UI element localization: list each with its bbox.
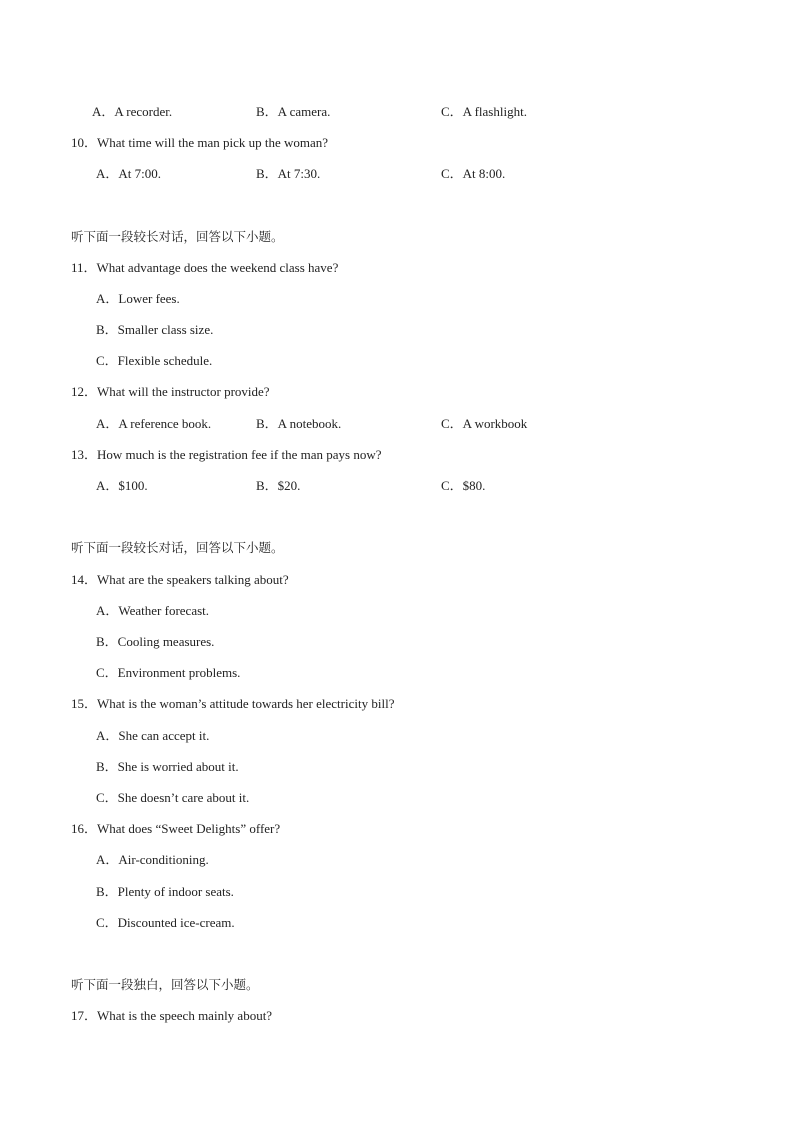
q16-question: 16．What does “Sweet Delights” offer? xyxy=(71,821,281,836)
q10-option-b: B．At 7:30. xyxy=(256,166,321,181)
q13-option-c: C．$80. xyxy=(441,478,486,493)
q16-option-a: A．Air-conditioning. xyxy=(96,852,209,867)
section-instruction: 听下面一段较长对话，回答以下小题。 xyxy=(71,229,284,244)
q17-question: 17．What is the speech mainly about? xyxy=(71,1008,273,1023)
q9-option-b: B．A camera. xyxy=(256,104,331,119)
q11-option-c: C．Flexible schedule. xyxy=(96,353,213,368)
q10-option-a: A．At 7:00. xyxy=(96,166,162,181)
q13-option-b: B．$20. xyxy=(256,478,301,493)
q15-question: 15．What is the woman’s attitude towards her electricity bill? xyxy=(71,696,395,711)
q14-question: 14．What are the speakers talking about? xyxy=(71,572,289,587)
q14-option-a: A．Weather forecast. xyxy=(96,603,210,618)
q10-option-c: C．At 8:00. xyxy=(441,166,506,181)
section-instruction: 听下面一段较长对话，回答以下小题。 xyxy=(71,540,284,555)
q15-option-c: C．She doesn’t care about it. xyxy=(96,790,250,805)
section-instruction: 听下面一段独白，回答以下小题。 xyxy=(71,977,259,992)
q14-option-c: C．Environment problems. xyxy=(96,665,241,680)
q14-option-b: B．Cooling measures. xyxy=(96,634,215,649)
q11-option-b: B．Smaller class size. xyxy=(96,322,214,337)
q13-option-a: A．$100. xyxy=(96,478,148,493)
q12-question: 12．What will the instructor provide? xyxy=(71,384,270,399)
q9-option-c: C．A flashlight. xyxy=(441,104,527,119)
q12-option-a: A．A reference book. xyxy=(96,416,212,431)
q16-option-c: C．Discounted ice-cream. xyxy=(96,915,235,930)
q16-option-b: B．Plenty of indoor seats. xyxy=(96,884,234,899)
q11-question: 11．What advantage does the weekend class have? xyxy=(71,260,339,275)
q13-question: 13．How much is the registration fee if the man pays now? xyxy=(71,447,382,462)
q12-option-b: B．A notebook. xyxy=(256,416,342,431)
q15-option-a: A．She can accept it. xyxy=(96,728,210,743)
q12-option-c: C．A workbook xyxy=(441,416,528,431)
q15-option-b: B．She is worried about it. xyxy=(96,759,239,774)
q10-question: 10．What time will the man pick up the woman? xyxy=(71,135,329,150)
q9-option-a: A．A recorder. xyxy=(92,104,173,119)
q11-option-a: A．Lower fees. xyxy=(96,291,180,306)
